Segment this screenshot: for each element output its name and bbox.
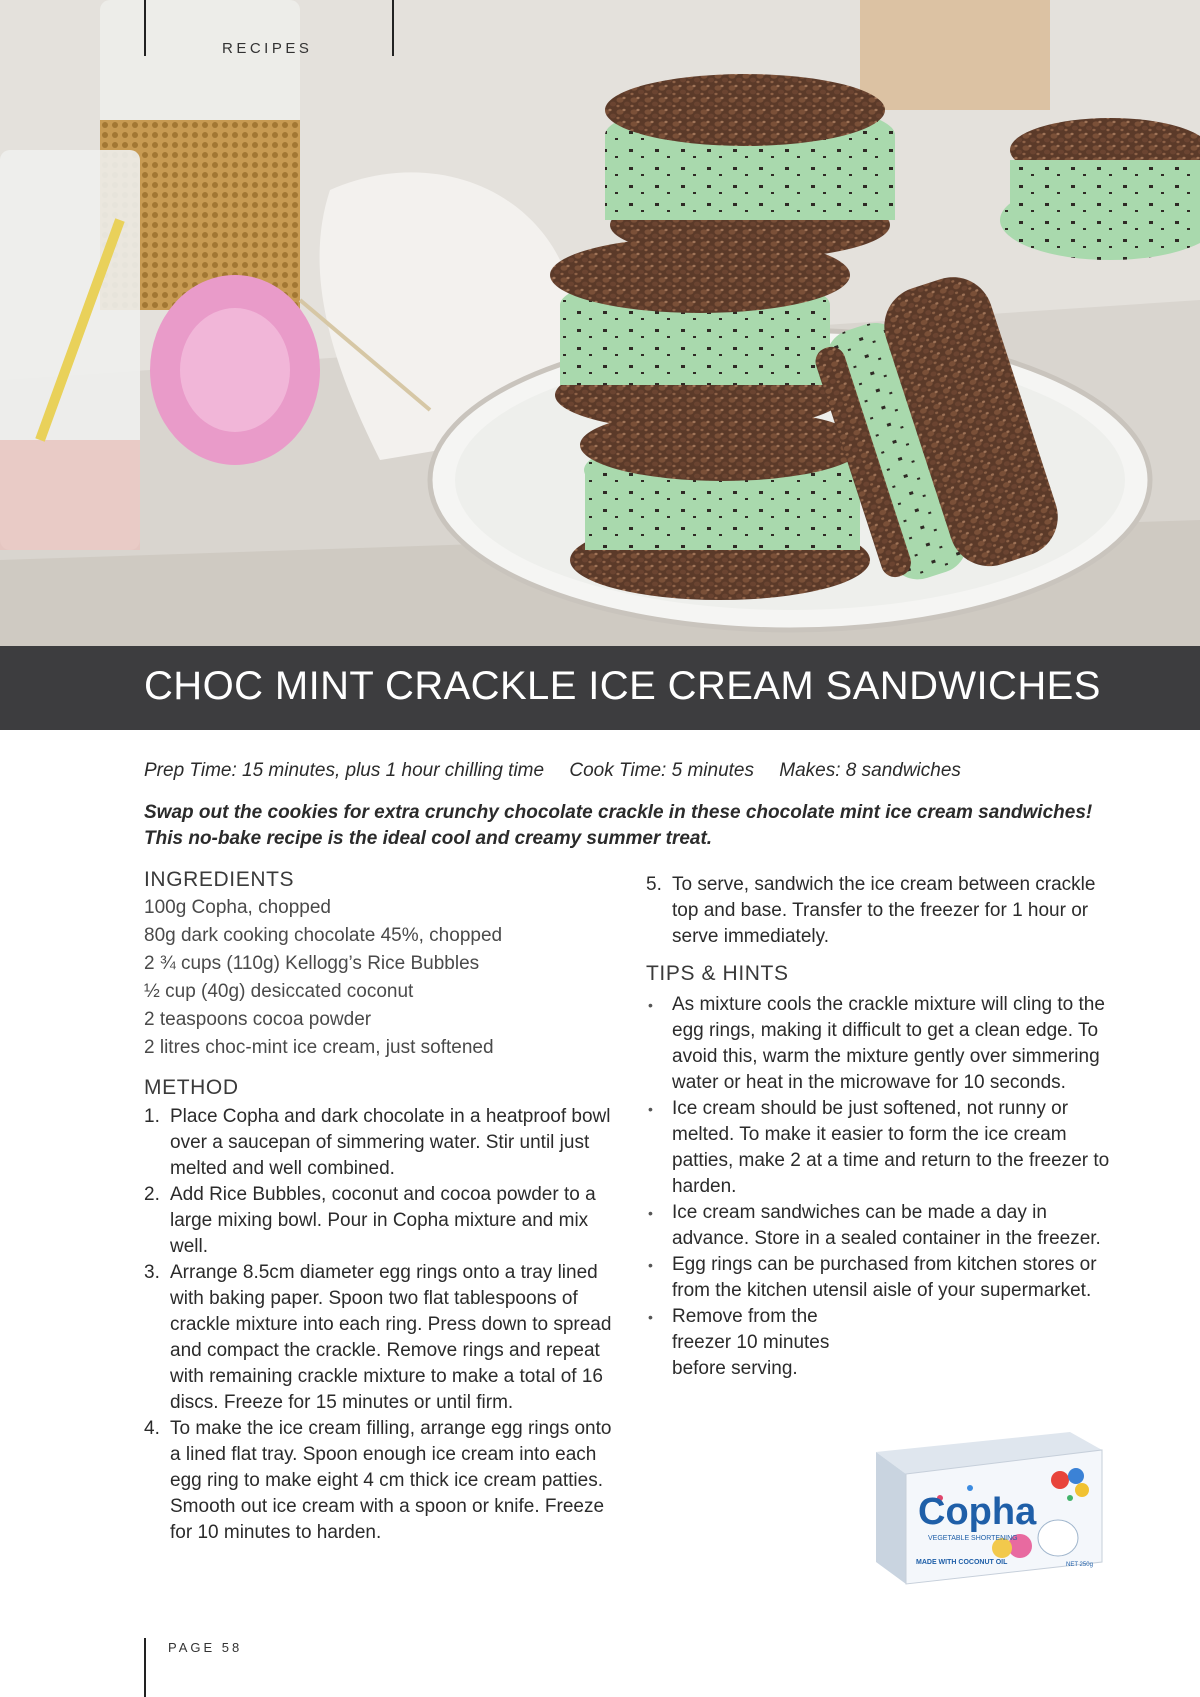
step-text: Add Rice Bubbles, coconut and cocoa powder to a large mixing bowl. Pour in Copha mixture and mix well. — [170, 1184, 596, 1257]
page-number: PAGE 58 — [168, 1640, 243, 1655]
section-tag — [144, 0, 394, 56]
copha-tagline: VEGETABLE SHORTENING — [928, 1535, 1018, 1542]
tips-heading: TIPS & HINTS — [646, 962, 789, 985]
ingredient-item: ½ cup (40g) desiccated coconut — [144, 981, 414, 1002]
step-number: 3. — [144, 1262, 160, 1283]
title-bar — [0, 646, 1200, 730]
method-heading: METHOD — [144, 1076, 239, 1099]
method-step — [144, 1182, 624, 1260]
tip-item: • Remove from the freezer 10 minutes before serving. — [646, 1304, 862, 1382]
tip-item: • Ice cream should be just softened, not runny or melted. To make it easier to form the ice cream patties, make 2 at a time and return to the freezer to harden. — [646, 1096, 1116, 1200]
copha-product-image — [870, 1428, 1110, 1588]
section-tag-label: RECIPES — [222, 40, 313, 57]
copha-weight: NET 250g — [1066, 1562, 1093, 1568]
method-list-continued — [646, 872, 1116, 950]
step-number: 2. — [144, 1184, 160, 1205]
tip-item: • As mixture cools the crackle mixture will cling to the egg rings, making it difficult to get a clean edge. To avoid this, warm the mixture gently over simmering water or heat in the microwave for 10 seconds. — [646, 992, 1116, 1096]
tip-item: • Ice cream sandwiches can be made a day in advance. Store in a sealed container in the freezer. — [646, 1200, 1116, 1252]
method-step — [144, 1260, 624, 1416]
page-footer — [144, 1638, 243, 1697]
cook-time: Cook Time: 5 minutes — [569, 760, 754, 781]
ingredient-item: 80g dark cooking chocolate 45%, chopped — [144, 925, 503, 946]
recipe-meta — [144, 760, 1144, 782]
ingredient-item: 2 ¾ cups (110g) Kellogg’s Rice Bubbles — [144, 953, 480, 974]
right-column — [646, 868, 1116, 1382]
ingredient-item: 2 teaspoons cocoa powder — [144, 1009, 372, 1030]
tip-item: • Egg rings can be purchased from kitchen stores or from the kitchen utensil aisle of your supermarket. — [646, 1252, 1116, 1304]
recipe-intro — [144, 800, 1144, 852]
intro-line-2: This no-bake recipe is the ideal cool and creamy summer treat. — [144, 828, 713, 849]
step-text: Arrange 8.5cm diameter egg rings onto a tray lined with baking paper. Spoon two flat tablespoons of crackle mixture into each ring. Press down to spread and compact the crackle. Remove rings and repeat with remaining crackle mixture to make a total of 16 discs. Freeze for 15 minutes or until firm. — [170, 1262, 612, 1413]
hero-illustration — [0, 0, 1200, 646]
ingredient-item: 100g Copha, chopped — [144, 897, 331, 918]
step-text: To serve, sandwich the ice cream between crackle top and base. Transfer to the freezer for 1 hour or serve immediately. — [672, 874, 1096, 947]
prep-time: Prep Time: 15 minutes, plus 1 hour chilling time — [144, 760, 545, 781]
method-list — [144, 1104, 624, 1546]
step-number: 5. — [646, 874, 662, 895]
method-step — [144, 1104, 624, 1182]
yield: Makes: 8 sandwiches — [779, 760, 961, 781]
hero-photo — [0, 0, 1200, 646]
method-step — [646, 872, 1116, 950]
step-text: Place Copha and dark chocolate in a heatproof bowl over a saucepan of simmering water. Stir until just melted and well combined. — [170, 1106, 611, 1179]
copha-box-illustration — [870, 1428, 1110, 1588]
step-number: 1. — [144, 1106, 160, 1127]
copha-brand-text: Copha — [918, 1491, 1037, 1533]
method-step — [144, 1416, 624, 1546]
ingredients-list — [144, 894, 624, 1062]
ingredient-item: 2 litres choc-mint ice cream, just softened — [144, 1037, 494, 1058]
tips-list — [646, 992, 1116, 1382]
recipe-title: CHOC MINT CRACKLE ICE CREAM SANDWICHES — [144, 664, 1101, 708]
ingredients-heading: INGREDIENTS — [144, 868, 295, 891]
left-column — [144, 868, 624, 1546]
intro-line-1: Swap out the cookies for extra crunchy chocolate crackle in these chocolate mint ice cream sandwiches! — [144, 802, 1093, 823]
step-number: 4. — [144, 1418, 160, 1439]
step-text: To make the ice cream filling, arrange egg rings onto a lined flat tray. Spoon enough ice cream into each egg ring to make eight 4 cm thick ice cream patties. Smooth out ice cream with a spoon or knife. Freeze for 10 minutes to harden. — [170, 1418, 612, 1543]
copha-note: MADE WITH COCONUT OIL — [916, 1559, 1008, 1566]
